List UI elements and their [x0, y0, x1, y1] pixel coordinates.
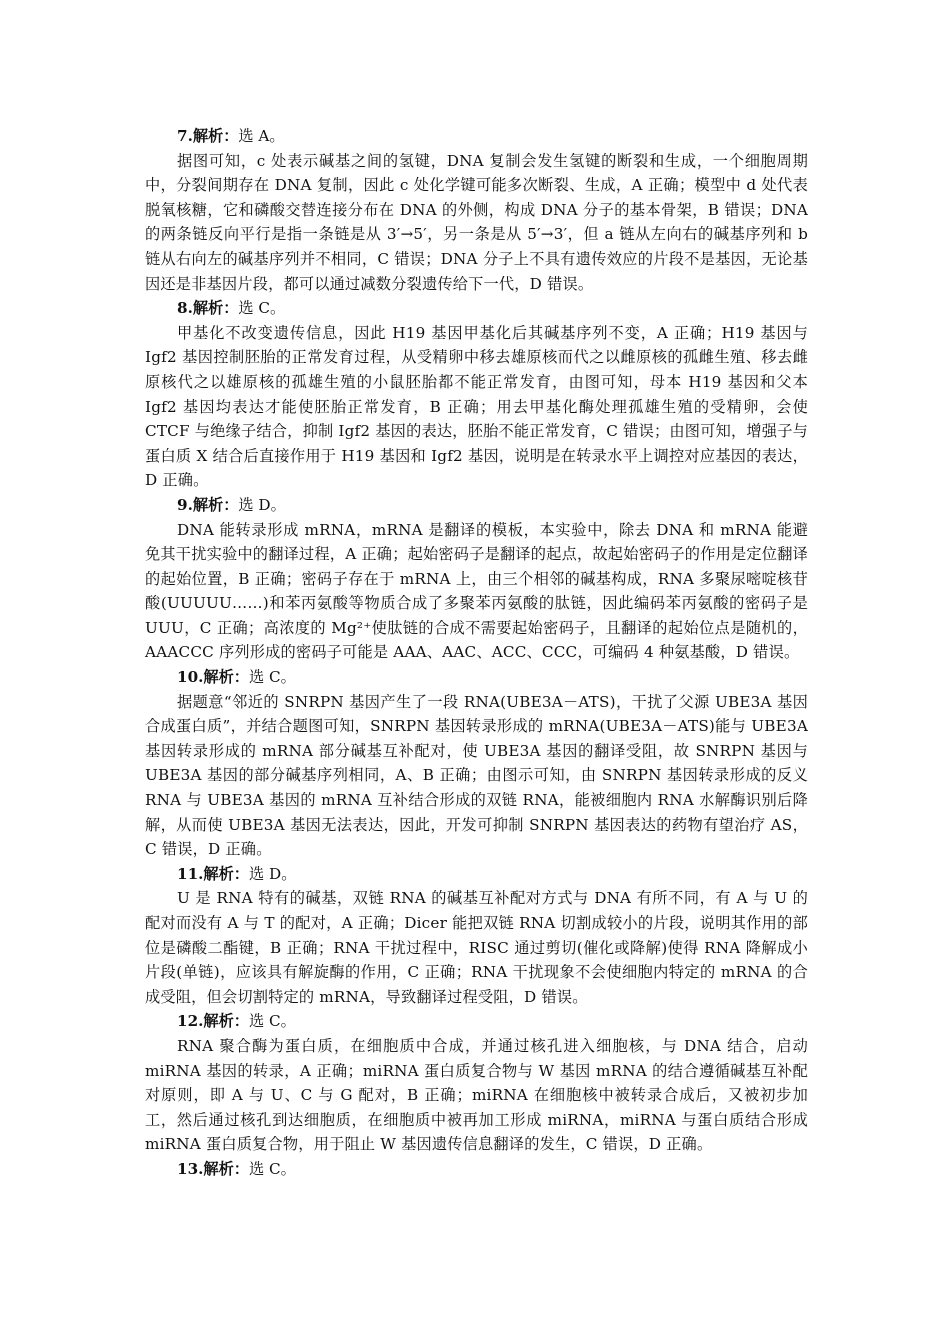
- answer-item-11: [145, 862, 808, 1010]
- item-heading: [145, 1157, 808, 1182]
- document-page: [145, 124, 808, 1182]
- item-answer: 选 D。: [238, 495, 286, 514]
- item-explanation: 据图可知，c 处表示碱基之间的氢键，DNA 复制会发生氢键的断裂和生成，一个细胞周期中，分裂间期存在 DNA 复制，因此 c 处化学键可能多次断裂、生成，A 正确；模型中 d 处代表脱氧核糖，它和磷酸交替连接分布在 DNA 的外侧，构成 DNA 分子的基本骨架，B 错误；DNA 的两条链反向平行是指一条链是从 3′→5′，另一条是从 5′→3′，但 a 链从左向右的碱基序列和 b 链从右向左的碱基序列并不相同，C 错误；DNA 分子上不具有遗传效应的片段不是基因，无论基因还是非基因片段，都可以通过减数分裂遗传给下一代，D 错误。: [145, 151, 808, 293]
- item-label: 9.解析：: [177, 495, 239, 514]
- item-label: 12.解析：: [177, 1012, 249, 1031]
- item-label: 13.解析：: [177, 1159, 249, 1178]
- item-explanation: 甲基化不改变遗传信息，因此 H19 基因甲基化后其碱基序列不变，A 正确；H19 基因与 Igf2 基因控制胚胎的正常发育过程，从受精卵中移去雄原核而代之以雌原核的孤雌生殖、移去雌原核代之以雄原核的孤雄生殖的小鼠胚胎都不能正常发育，由图可知，母本 H19 基因和父本 Igf2 基因均表达才能使胚胎正常发育，B 正确；用去甲基化酶处理孤雄生殖的受精卵，会使 CTCF 与绝缘子结合，抑制 Igf2 基因的表达，胚胎不能正常发育，C 错误；由图可知，增强子与蛋白质 X 结合后直接作用于 H19 基因和 Igf2 基因，说明是在转录水平上调控对应基因的表达，D 正确。: [145, 323, 808, 490]
- item-answer: 选 C。: [249, 1012, 296, 1031]
- item-label: 10.解析：: [177, 668, 249, 687]
- item-explanation: U 是 RNA 特有的碱基，双链 RNA 的碱基互补配对方式与 DNA 有所不同，有 A 与 U 的配对而没有 A 与 T 的配对，A 正确；Dicer 能把双链 RNA 切割成较小的片段，说明其作用的部位是磷酸二酯键，B 正确；RNA 干扰过程中，RISC 通过剪切(催化或降解)使得 RNA 降解成小片段(单链)，应该具有解旋酶的作用，C 正确；RNA 干扰现象不会使细胞内特定的 mRNA 的合成受阻，但会切割特定的 mRNA，导致翻译过程受阻，D 错误。: [145, 889, 808, 1006]
- answer-item-8: [145, 296, 808, 493]
- item-explanation: RNA 聚合酶为蛋白质，在细胞质中合成，并通过核孔进入细胞核，与 DNA 结合，启动 miRNA 基因的转录，A 正确；miRNA 蛋白质复合物与 W 基因 mRNA 的结合遵循碱基互补配对原则，即 A 与 U、C 与 G 配对，B 正确；miRNA 在细胞核中被转录合成后，又被初步加工，然后通过核孔到达细胞质，在细胞质中被再加工形成 miRNA，miRNA 与蛋白质结合形成 miRNA 蛋白质复合物，用于阻止 W 基因遗传信息翻译的发生，C 错误，D 正确。: [145, 1036, 808, 1154]
- item-answer: 选 C。: [249, 668, 296, 687]
- item-label: 7.解析：: [177, 127, 239, 145]
- item-explanation: 据题意“邻近的 SNRPN 基因产生了一段 RNA(UBE3A－ATS)，干扰了父源 UBE3A 基因合成蛋白质”，并结合题图可知，SNRPN 基因转录形成的 mRNA(UBE3A－ATS)能与 UBE3A 基因转录形成的 mRNA 部分碱基互补配对，使 UBE3A 基因的翻译受阻，故 SNRPN 基因与 UBE3A 基因的部分碱基序列相同，A、B 正确；由图示可知，由 SNRPN 基因转录形成的反义 RNA 与 UBE3A 基因的 mRNA 互补结合形成的双链 RNA，能被细胞内 RNA 水解酶识别后降解，从而使 UBE3A 基因无法表达，因此，开发可抑制 SNRPN 基因表达的药物有望治疗 AS，C 错误，D 正确。: [145, 692, 808, 859]
- item-heading: [145, 862, 808, 887]
- item-heading: [145, 665, 808, 690]
- answer-item-7: [145, 124, 808, 296]
- item-answer: 选 C。: [249, 1159, 296, 1178]
- item-heading: [145, 493, 808, 518]
- item-answer: 选 C。: [238, 299, 286, 318]
- answer-item-9: [145, 493, 808, 665]
- item-explanation: DNA 能转录形成 mRNA，mRNA 是翻译的模板，本实验中，除去 DNA 和 mRNA 能避免其干扰实验中的翻译过程，A 正确；起始密码子是翻译的起点，故起始密码子的作用是定位翻译的起始位置，B 正确；密码子存在于 mRNA 上，由三个相邻的碱基构成，RNA 多聚尿嘧啶核苷酸(UUUUU……)和苯丙氨酸等物质合成了多聚苯丙氨酸的肽链，因此编码苯丙氨酸的密码子是 UUU，C 正确；高浓度的 Mg²⁺使肽链的合成不需要起始密码子，且翻译的起始位点是随机的，AAACCC 序列形成的密码子可能是 AAA、AAC、ACC、CCC，可编码 4 种氨基酸，D 错误。: [145, 520, 808, 662]
- answer-item-12: [145, 1009, 808, 1157]
- item-heading: [145, 296, 808, 321]
- answer-item-13: [145, 1157, 808, 1182]
- item-answer: 选 D。: [249, 864, 297, 883]
- item-heading: [145, 124, 808, 149]
- answer-item-10: [145, 665, 808, 862]
- item-label: 8.解析：: [177, 299, 239, 318]
- item-answer: 选 A。: [238, 127, 285, 145]
- item-heading: [145, 1009, 808, 1034]
- item-label: 11.解析：: [177, 864, 249, 883]
